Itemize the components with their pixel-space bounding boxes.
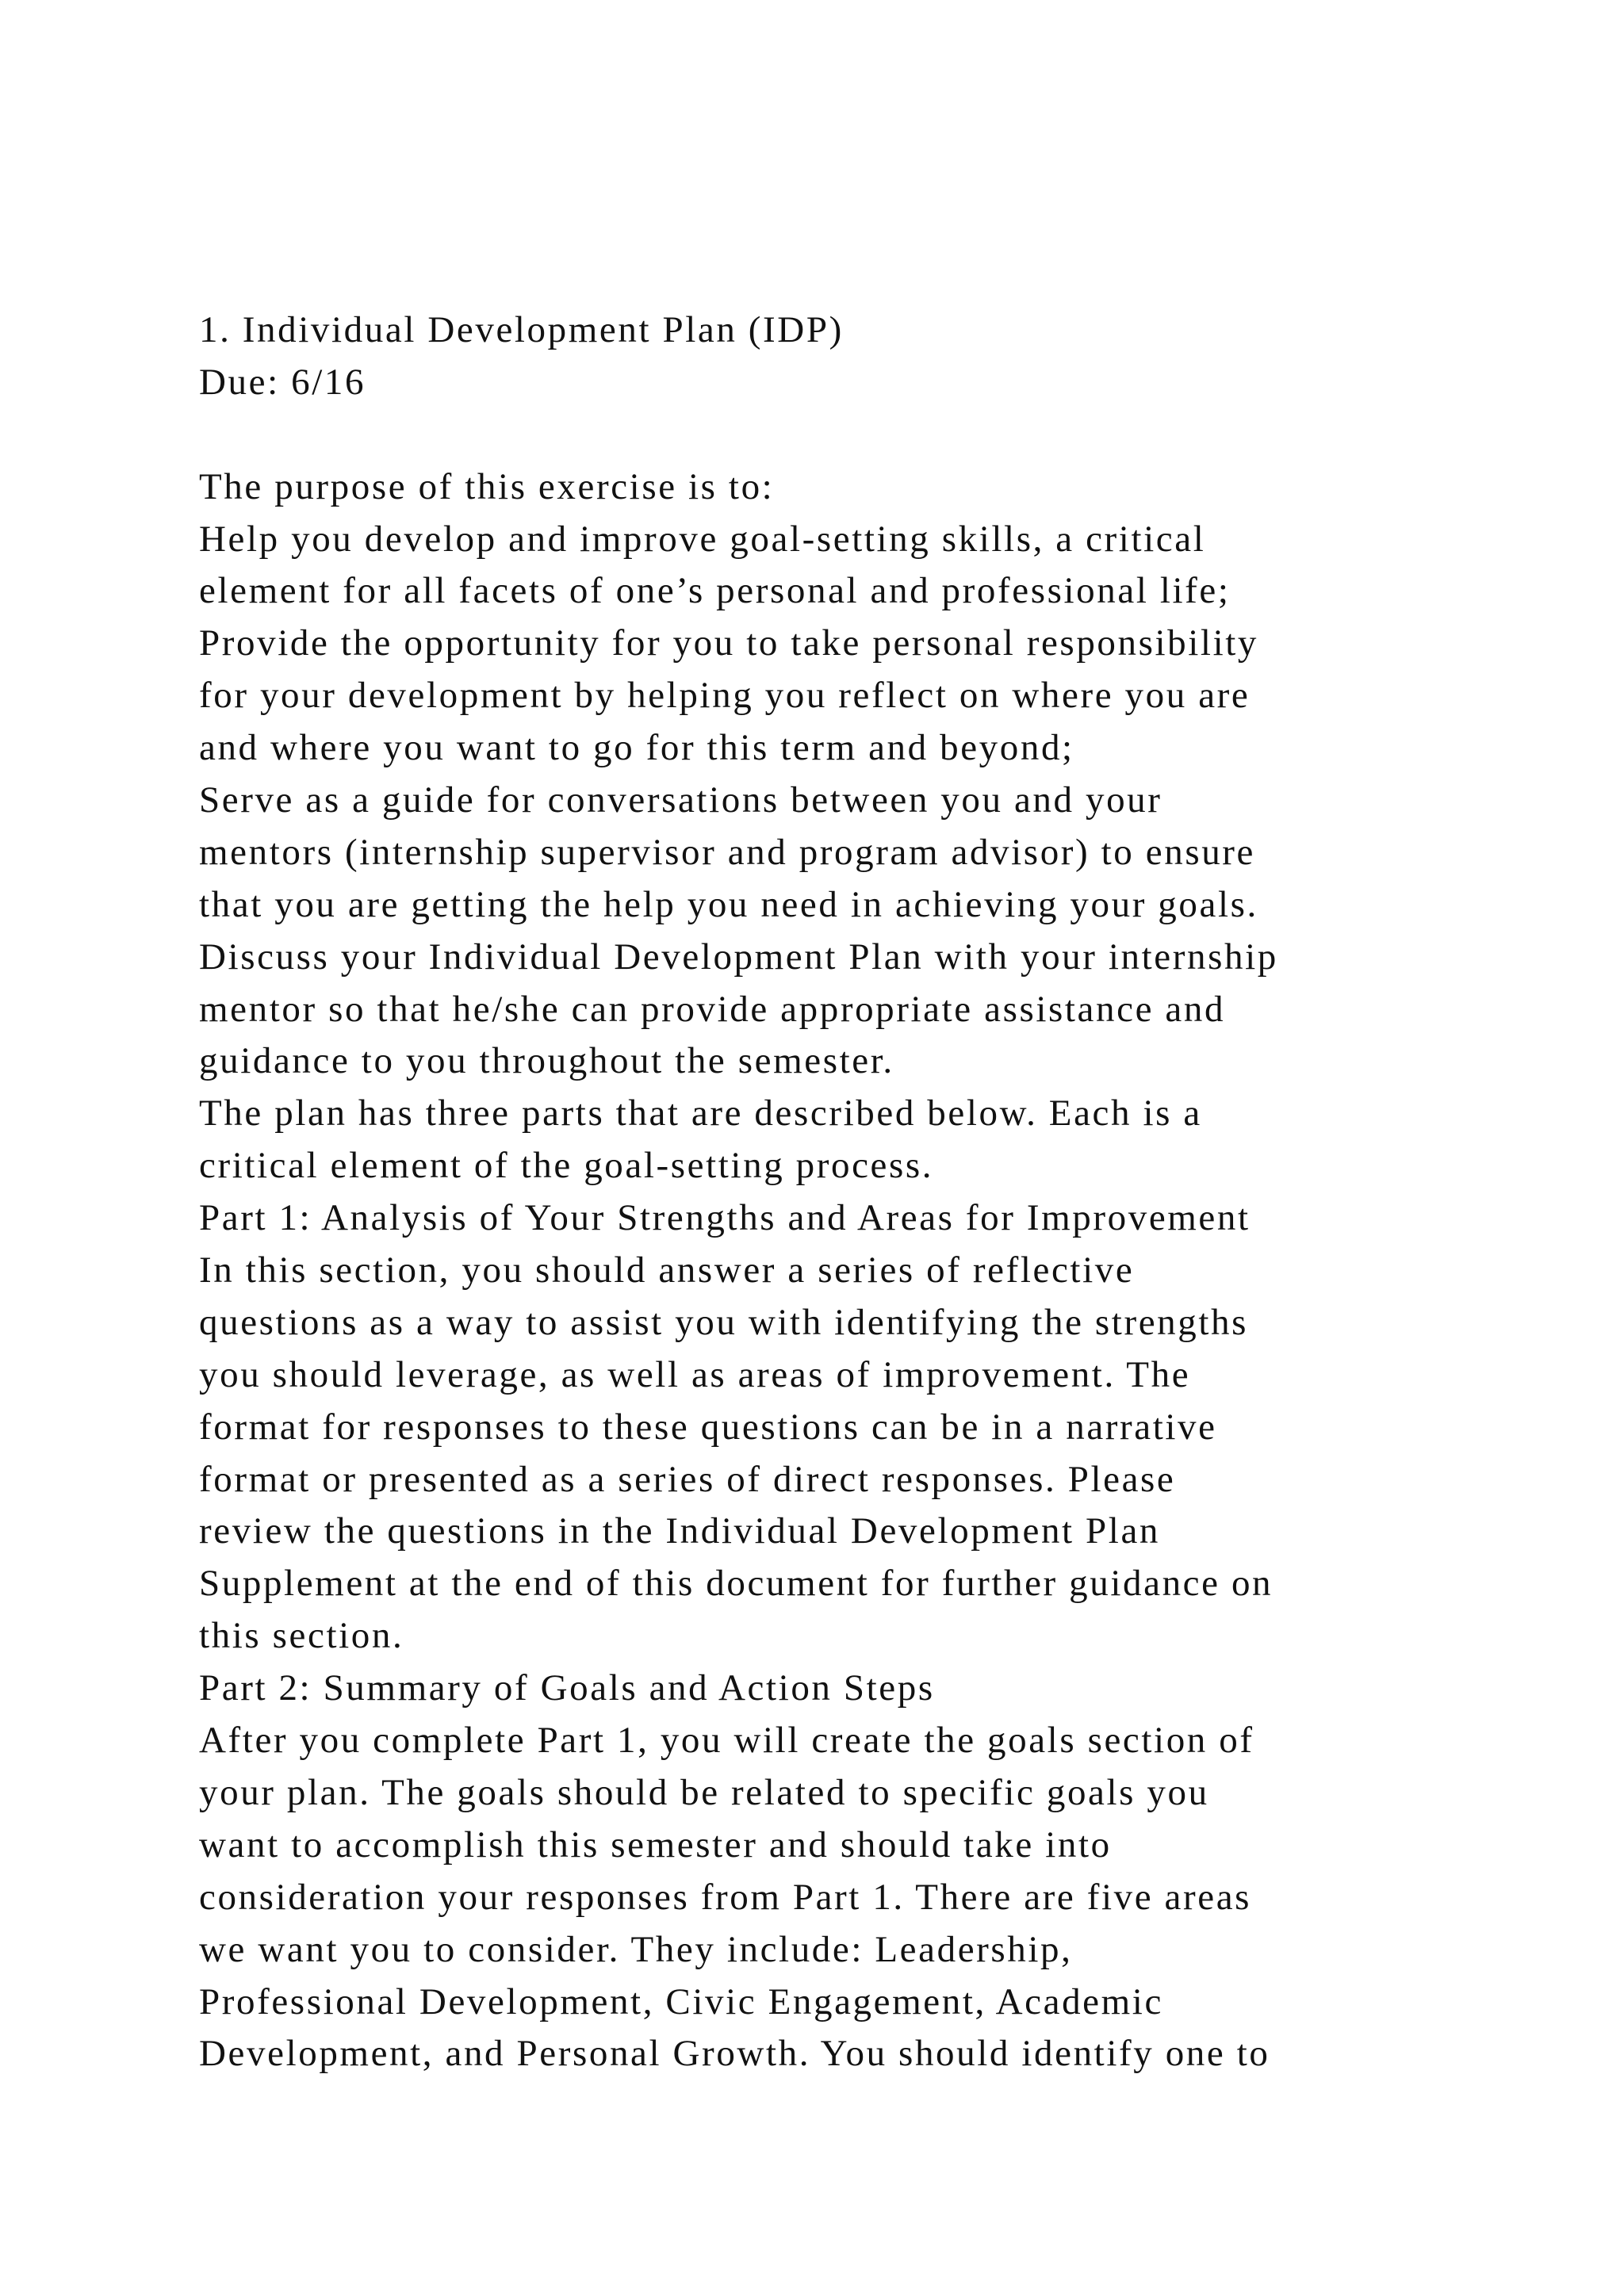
text-line: want to accomplish this semester and should take into [199, 1823, 1112, 1866]
text-line: Development, and Personal Growth. You should identify one to [199, 2033, 1270, 2075]
text-line: format for responses to these questions can be in a narrative [199, 1406, 1217, 1448]
text-line: Help you develop and improve goal-setting skills, a critical [199, 518, 1206, 560]
text-line: your plan. The goals should be related to specific goals you [199, 1771, 1209, 1813]
document-title: 1. Individual Development Plan (IDP) [199, 309, 844, 350]
text-line: Supplement at the end of this document for further guidance on [199, 1563, 1274, 1605]
text-line: The purpose of this exercise is to: [199, 465, 775, 507]
text-line: Professional Development, Civic Engagement, Academic [199, 1980, 1163, 2022]
text-line: you should leverage, as well as areas of improvement. The [199, 1353, 1191, 1395]
text-line: element for all facets of one’s personal and professional life; [199, 570, 1231, 612]
text-line: critical element of the goal-setting process. [199, 1145, 934, 1187]
text-line: After you complete Part 1, you will create the goals section of [199, 1720, 1254, 1762]
text-line: mentor so that he/she can provide appropriate assistance and [199, 988, 1226, 1030]
blank-line [199, 409, 1547, 461]
text-line: this section. [199, 1615, 404, 1657]
text-line: The plan has three parts that are described below. Each is a [199, 1093, 1202, 1135]
text-line: Serve as a guide for conversations between you and your [199, 779, 1162, 821]
due-date-line: Due: 6/16 [199, 361, 366, 403]
text-line: we want you to consider. They include: Leadership, [199, 1928, 1073, 1970]
text-line: review the questions in the Individual Development Plan [199, 1510, 1161, 1552]
part-1-heading: Part 1: Analysis of Your Strengths and Areas for Improvement [199, 1197, 1251, 1239]
text-line: consideration your responses from Part 1. There are five areas [199, 1876, 1252, 1918]
text-line: and where you want to go for this term and beyond; [199, 727, 1074, 769]
text-line: In this section, you should answer a series of reflective [199, 1249, 1135, 1292]
text-line: format or presented as a series of direct responses. Please [199, 1458, 1176, 1500]
text-line: for your development by helping you reflect on where you are [199, 675, 1251, 717]
text-line: Discuss your Individual Development Plan with your internship [199, 936, 1278, 978]
text-line: guidance to you throughout the semester. [199, 1040, 894, 1082]
document-body [199, 304, 1547, 2080]
text-line: Provide the opportunity for you to take personal responsibility [199, 622, 1258, 664]
part-2-heading: Part 2: Summary of Goals and Action Steps [199, 1667, 935, 1709]
text-line: mentors (internship supervisor and program advisor) to ensure [199, 831, 1256, 873]
text-line: that you are getting the help you need in achieving your goals. [199, 883, 1258, 925]
text-line: questions as a way to assist you with identifying the strengths [199, 1301, 1249, 1343]
